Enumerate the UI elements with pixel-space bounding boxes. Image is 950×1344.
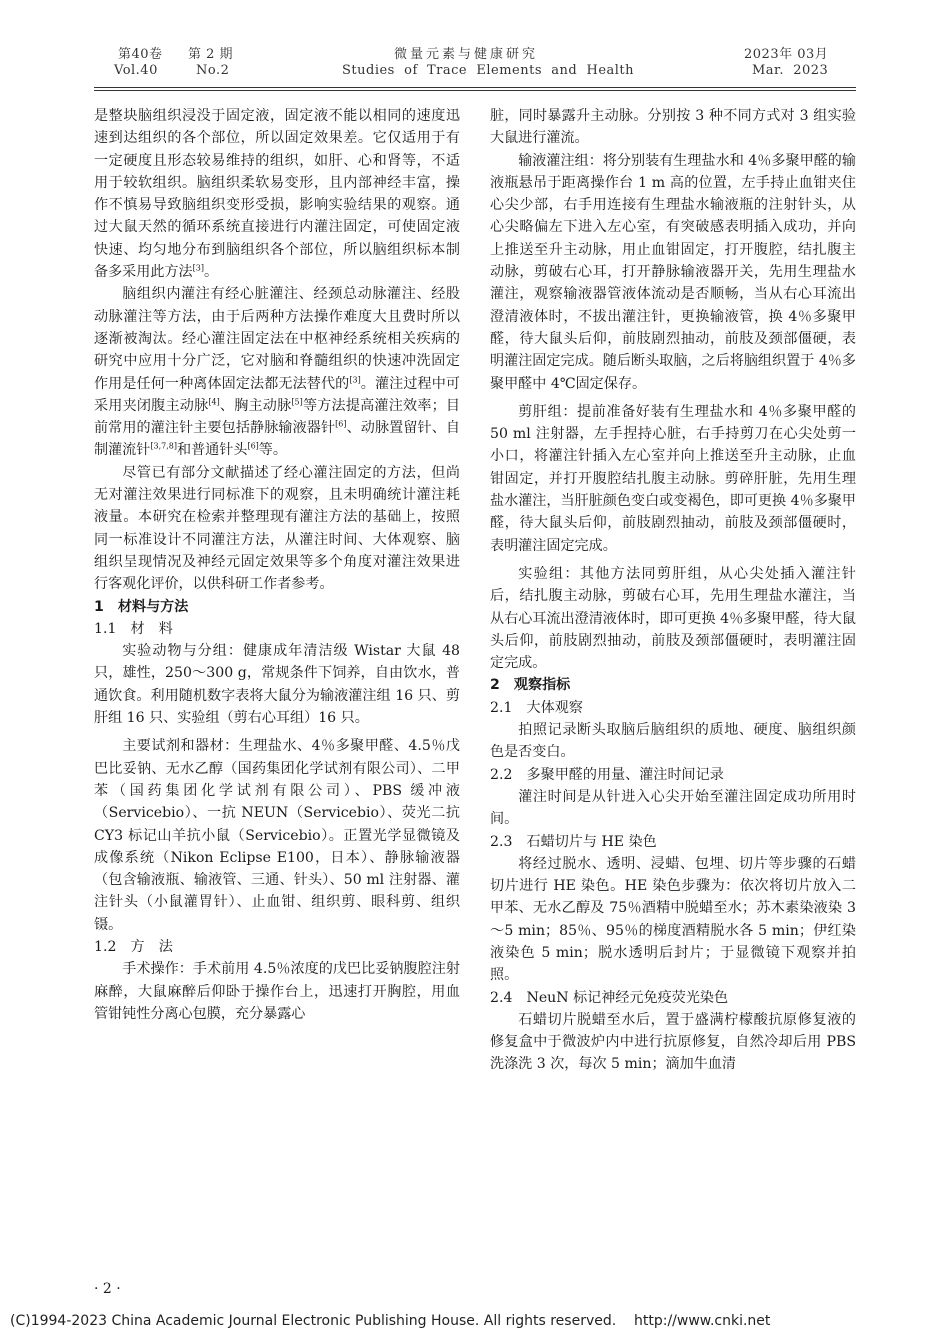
volume-en: Vol.40 (114, 63, 158, 78)
body-paragraph (94, 105, 460, 283)
subsection-heading (490, 764, 856, 786)
date-cn: 2023年 03月 (744, 47, 829, 62)
text-run: 和普通针头 (176, 442, 248, 459)
text-run: 剪肝组：提前准备好装有生理盐水和 4％多聚甲醛的 50 ml 注射器，左手捏持心脏，右手持剪刀在心尖处剪一小口，将灌注针插入左心室并向上推送至升主动脉，止血钳固定，并打开腹腔结扎腹主动脉。剪碎肝脏，先用生理盐水灌注，当肝脏颜色变白或变褐色，即可更换 4％多聚甲醛，待大鼠头后仰，前肢剧烈抽动，前肢及颈部僵硬时，表明灌注固定完成。 (490, 403, 856, 554)
text-run: 拍照记录断头取脑后脑组织的质地、硬度、脑组织颜色是否变白。 (490, 722, 856, 761)
citation-ref: [6] (247, 441, 259, 451)
section-heading (94, 596, 460, 618)
journal-title-cn: 微量元素与健康研究 (394, 47, 539, 62)
text-run: 、胸主动脉 (219, 397, 292, 414)
citation-ref: [4] (208, 397, 220, 407)
text-run: 主要试剂和器材：生理盐水、4％多聚甲醛、4.5％戊巴比妥钠、无水乙醇（国药集团化学试剂有限公司）、二甲苯（国药集团化学试剂有限公司）、PBS 缓冲液（Servicebio）、一抗 NEUN（Servicebio）、荧光二抗 CY3 标记山羊抗小鼠（Servicebio）。正置光学显微镜及成像系统（Nikon Eclipse E100，日本）、静脉输液器（包含输液瓶、输液管、三通、针头）、50 ml 注射器、灌注针头（小鼠灌胃针）、止血钳、组织剪、眼科剪、组织镊。 (94, 738, 460, 933)
text-run: 脑组织内灌注有经心脏灌注、经颈总动脉灌注、经股动脉灌注等方法，由于后两种方法操作难度大且费时所以逐渐被淘汰。经心灌注固定法在中枢神经系统相关疾病的研究中应用十分广泛，它对脑和脊髓组织的快速冲洗固定作用是任何一种离体固定法都无法替代的 (94, 286, 460, 392)
text-run: 是整块脑组织浸没于固定液，固定液不能以相同的速度迅速到达组织的各个部位，所以固定效果差。它仅适用于有一定硬度且形态较易维持的组织，如肝、心和肾等，不适用于较软组织。脑组织柔软易变形，且内部神经丰富，操作不慎易导致脑组织变形受损，影响实验结果的观察。通过大鼠天然的循环系统直接进行内灌注固定，可使固定液快速、均匀地分布到脑组织各个部位，所以脑组织标本制备多采用此方法 (94, 108, 460, 281)
text-run: 1 材料与方法 (94, 598, 189, 615)
copyright-footer: (C)1994-2023 China Academic Journal Electronic Publishing House. All rights reserved. http://www.cnki.net (10, 1313, 771, 1329)
subsection-heading (490, 697, 856, 719)
text-run: 2.1 大体观察 (490, 699, 583, 716)
text-run: 等。 (258, 442, 287, 459)
text-run: 2 观察指标 (490, 677, 571, 694)
subsection-heading (490, 831, 856, 853)
body-paragraph (94, 735, 460, 936)
journal-title-en: Studies of Trace Elements and Health (342, 63, 635, 78)
text-run: 1.2 方 法 (94, 938, 173, 955)
body-paragraph (94, 640, 460, 729)
text-run: 石蜡切片脱蜡至水后，置于盛满柠檬酸抗原修复液的修复盒中于微波炉内中进行抗原修复，自然冷却后用 PBS 洗涤洗 3 次，每次 5 min；滴加牛血清 (490, 1011, 856, 1073)
body-paragraph (490, 719, 856, 764)
text-run: 将经过脱水、透明、浸蜡、包埋、切片等步骤的石蜡切片进行 HE 染色。HE 染色步骤为：依次将切片放入二甲苯、无水乙醇及 75％酒精中脱蜡至水；苏木素染液染 3～5 min；85％、95％的梯度酒精脱水各 5 min；伊红染液染色 5 min；脱水透明后封片；于显微镜下观察并拍照。 (490, 855, 856, 984)
citation-ref: [3] (349, 374, 361, 384)
body-paragraph (490, 105, 856, 150)
text-run: 2.2 多聚甲醛的用量、灌注时间记录 (490, 766, 724, 783)
text-run: 。灌注过程中可采用夹闭腹主动脉 (94, 375, 461, 414)
subsection-heading (490, 987, 856, 1009)
text-run: 灌注时间是从针进入心尖开始至灌注固定成功所用时间。 (490, 788, 856, 828)
body-paragraph (490, 853, 856, 987)
body-paragraph (490, 786, 856, 831)
subsection-heading (94, 936, 460, 958)
text-run: 实验组：其他方法同剪肝组，从心尖处插入灌注针后，结扎腹主动脉，剪破右心耳，先用生理盐水灌注，当从右心耳流出澄清液体时，即可更换 4％多聚甲醛，待大鼠头后仰，前肢剧烈抽动，前肢及颈部僵硬时，表明灌注固定完成。 (490, 565, 856, 672)
body-paragraph (94, 462, 460, 596)
body-paragraph (490, 150, 856, 395)
issue-en: No.2 (196, 63, 230, 78)
body-paragraph (490, 1009, 856, 1076)
text-run: 脏，同时暴露升主动脉。分别按 3 种不同方式对 3 组实验大鼠进行灌流。 (490, 108, 856, 147)
page-number: · 2 · (94, 1281, 121, 1297)
citation-ref: [3,7,8] (150, 441, 177, 451)
citation-ref: [5] (291, 397, 303, 407)
subsection-heading (94, 618, 460, 640)
text-run: 实验动物与分组：健康成年清洁级 Wistar 大鼠 48 只，雄性，250～300 g，常规条件下饲养，自由饮水，普通饮食。利用随机数字表将大鼠分为输液灌注组 16 只、剪肝组 16 只、实验组（剪右心耳组）16 只。 (94, 643, 460, 727)
text-run: 输液灌注组：将分别装有生理盐水和 4％多聚甲醛的输液瓶悬吊于距离操作台 1 m 高的位置，左手持止血钳夹住心尖少部，右手用连接有生理盐水输液瓶的注射针头，从心尖略偏左下进入左心室，有突破感表明插入成功，并向上推送至升主动脉，用止血钳固定，打开腹腔，结扎腹主动脉，剪破右心耳，打开静脉输液器开关，先用生理盐水灌注，观察输液器管液体流动是否顺畅，当从右心耳流出澄清液体时，不拔出灌注针，更换输液管，换 4％多聚甲醛，待大鼠头后仰，前肢剧烈抽动，前肢及颈部僵硬，表明灌注固定完成。随后断头取脑，之后将脑组织置于 4％多聚甲醛中 4℃固定保存。 (490, 152, 856, 392)
date-en: Mar. 2023 (752, 63, 829, 78)
citation-ref: [6] (335, 419, 347, 429)
body-paragraph (94, 283, 460, 461)
text-run: 1.1 材 料 (94, 620, 173, 637)
body-paragraph (490, 563, 856, 674)
issue-cn: 第 2 期 (188, 47, 234, 62)
running-header (0, 43, 950, 83)
body-paragraph (490, 401, 856, 557)
header-rule-thin (94, 90, 856, 91)
body-paragraph (94, 958, 460, 1025)
header-rule (94, 87, 856, 88)
section-heading (490, 674, 856, 696)
volume-cn: 第40卷 (118, 47, 163, 62)
text-run: 尽管已有部分文献描述了经心灌注固定的方法，但尚无对灌注效果进行同标准下的观察，且未明确统计灌注耗液量。本研究在检索并整理现有灌注方法的基础上，按照同一标准设计不同灌注方法，从灌注时间、大体观察、脑组织呈现情况及神经元固定效果等多个角度对灌注效果进行客观化评价，以供科研工作者参考。 (94, 464, 460, 593)
text-run: 等方法提高灌注效率；目前常用的灌注针主要包括静脉输液器针 (94, 397, 461, 437)
citation-ref: [3] (192, 263, 204, 273)
right-column (490, 105, 856, 1076)
text-run: 2.4 NeuN 标记神经元免疫荧光染色 (490, 989, 729, 1006)
text-run: 手术操作：手术前用 4.5％浓度的戊巴比妥钠腹腔注射麻醉，大鼠麻醉后仰卧于操作台上，迅速打开胸腔，用血管钳钝性分离心包膜，充分暴露心 (94, 961, 460, 1022)
text-run: 2.3 石蜡切片与 HE 染色 (490, 833, 657, 850)
text-run: 、动脉置留针、自制灌流针 (94, 420, 461, 459)
left-column (94, 105, 460, 1025)
text-run: 。 (204, 264, 219, 281)
